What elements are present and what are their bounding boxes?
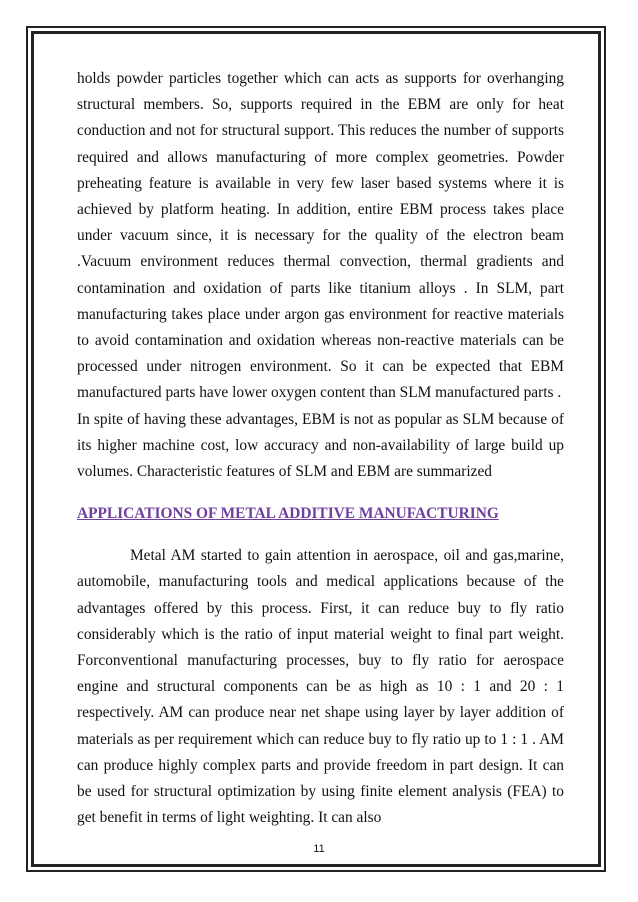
page-number: 11 xyxy=(313,843,325,855)
body-paragraph: In spite of having these advantages, EBM is not as popular as SLM because of its higher machine cost, low accuracy and non-availability of large build up volumes. Characteristic features of SLM and EBM are summarized xyxy=(77,410,564,481)
page-content xyxy=(77,66,564,831)
body-paragraph: Metal AM started to gain attention in aerospace, oil and gas,marine, automobile, manufacturing tools and medical applications because of the advantages offered by this process. First, it can reduce buy to fly ratio considerably which is the ratio of input material weight to final part weight. Forconventional manufacturing processes, buy to fly ratio for aerospace engine and structural components can be as high as 10 : 1 and 20 : 1 respectively. AM can produce near net shape using layer by layer addition of materials as per requirement which can reduce buy to fly ratio up to 1 : 1 . AM can produce highly complex parts and provide freedom in part design. It can be used for structural optimization by using finite element analysis (FEA) to get benefit in terms of light weighting. It can also xyxy=(77,547,564,827)
body-paragraph: holds powder particles together which can acts as supports for overhanging structural members. So, supports required in the EBM are only for heat conduction and not for structural support. This reduces the number of supports required and allows manufacturing of more complex geometries. Powder preheating feature is available in very few laser based systems where it is achieved by platform heating. In addition, entire EBM process takes place under vacuum since, it is necessary for the quality of the electron beam .Vacuum environment reduces thermal convection, thermal gradients and contamination and oxidation of parts like titanium alloys . In SLM, part manufacturing takes place under argon gas environment for reactive materials to avoid contamination and oxidation whereas non-reactive materials can be processed under nitrogen environment. So it can be expected that EBM manufactured parts have lower oxygen content than SLM manufactured parts . xyxy=(77,70,564,402)
section-heading: APPLICATIONS OF METAL ADDITIVE MANUFACTURING xyxy=(77,505,499,523)
